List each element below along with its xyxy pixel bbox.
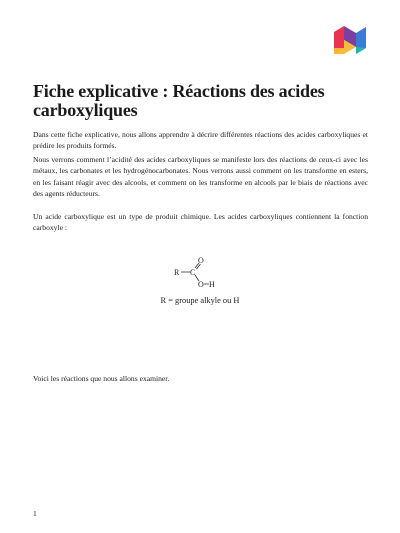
page-number: 1 (33, 509, 37, 518)
carboxyl-group-structure (172, 254, 232, 292)
nagwa-logo-icon (334, 26, 366, 54)
reactions-intro-paragraph: Voici les réactions que nous allons examiner. (33, 374, 170, 383)
intro-paragraph: Dans cette fiche explicative, nous allons apprendre à décrire différentes réactions des acides carboxyliques et prédire les produits formés. (33, 130, 368, 151)
definition-paragraph: Un acide carboxylique est un type de produit chimique. Les acides carboxyliques contiennent la fonction carboxyle : (33, 212, 368, 233)
atom-o-label: O (198, 280, 204, 289)
atom-o-double-label: O (198, 256, 204, 265)
structure-caption: R = groupe alkyle ou H (160, 296, 240, 305)
atom-c-label: C (190, 268, 196, 277)
overview-paragraph: Nous verrons comment l’acidité des acides carboxyliques se manifeste lors des réactions de ceux-ci avec les métaux, les carbonates et les hydrogénocarbonates. Nous verrons aussi comment on les transforme en esters, en les faisant réagir avec des alcools, et comment on les transforme en alcools par le biais de réactions avec des agents réducteurs. (33, 155, 368, 199)
atom-r-label: R (174, 268, 180, 277)
atom-h-label: H (209, 280, 215, 289)
page-title: Fiche explicative : Réactions des acides carboxyliques (33, 81, 325, 120)
